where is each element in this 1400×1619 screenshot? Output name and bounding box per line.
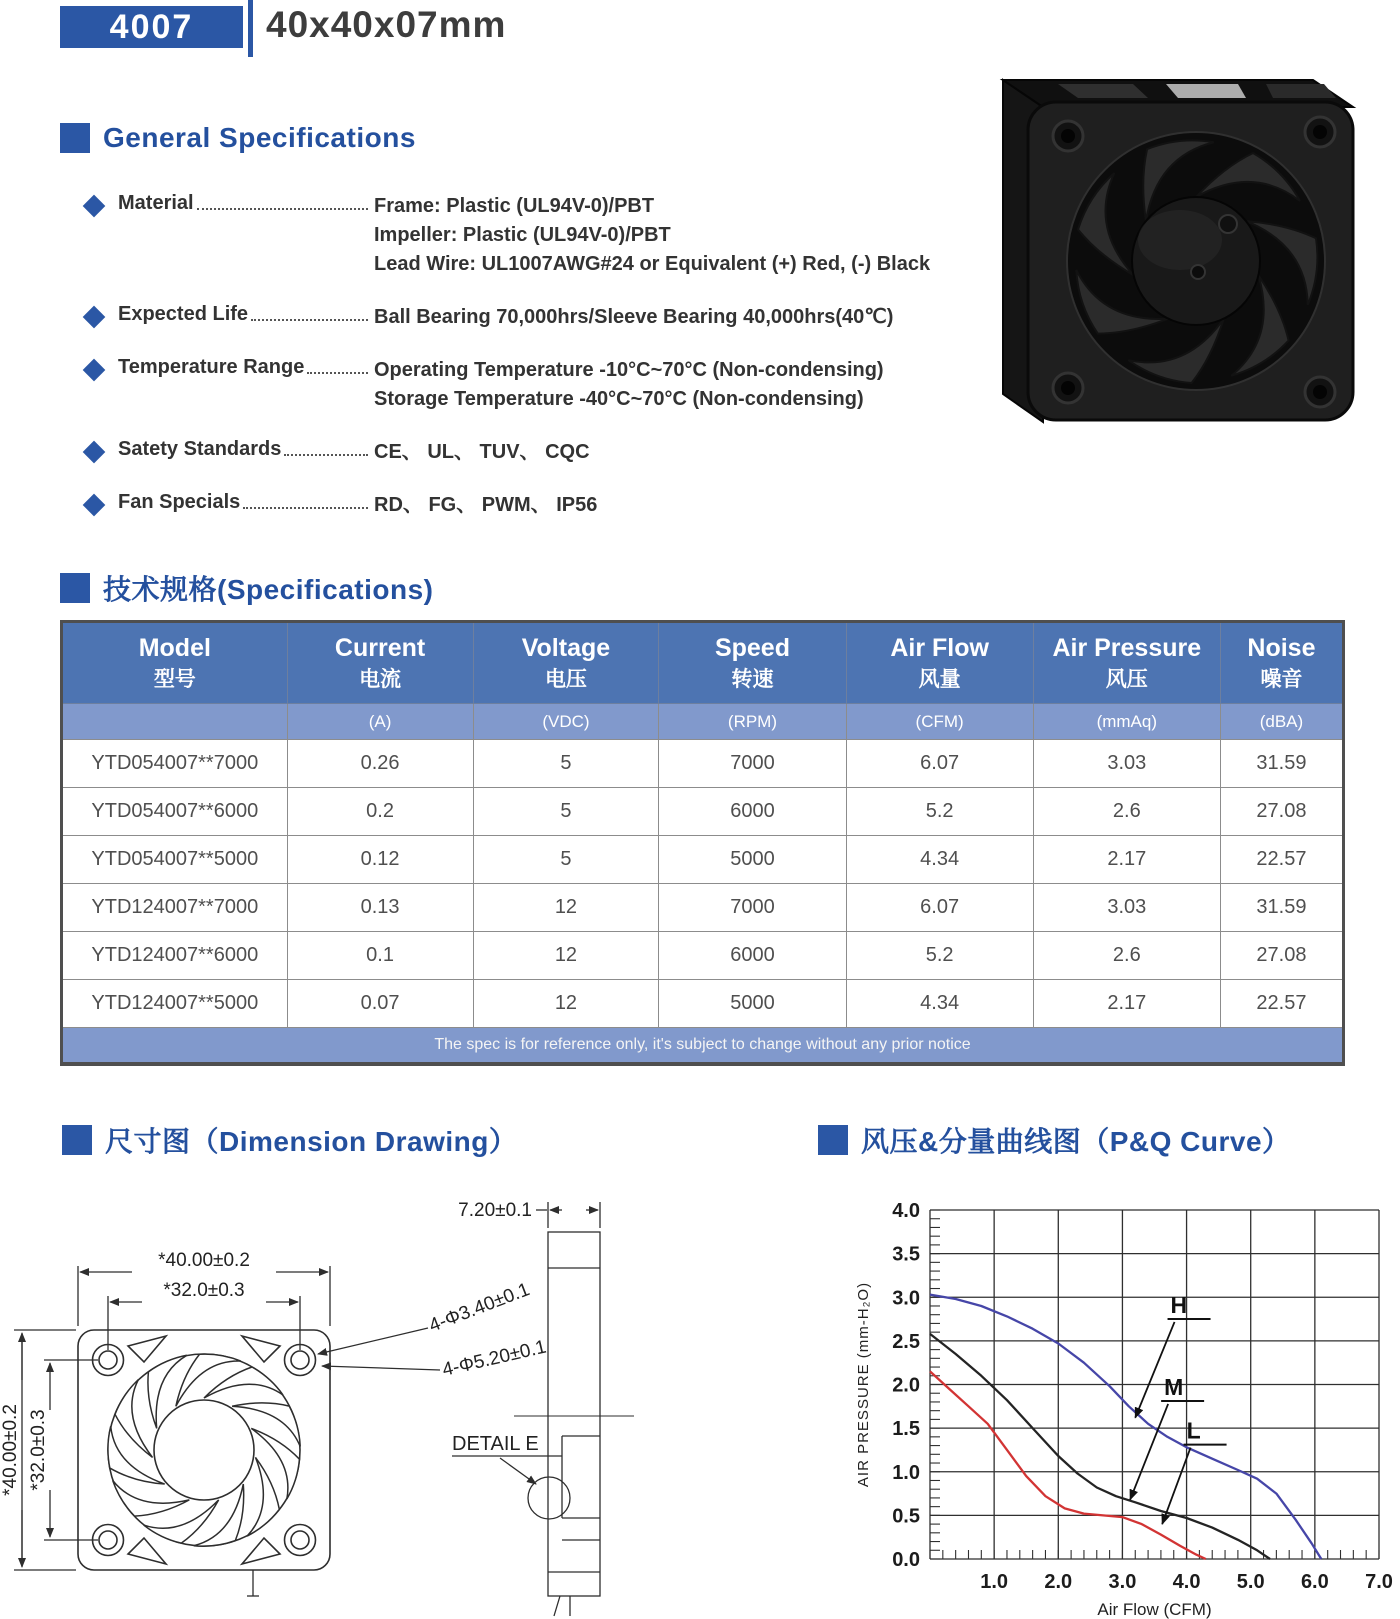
value-cell: 2.17 bbox=[1033, 980, 1220, 1028]
dotted-leader bbox=[251, 303, 368, 321]
svg-text:0.0: 0.0 bbox=[892, 1549, 920, 1571]
column-header-zh: 噪音 bbox=[1260, 668, 1303, 691]
dotted-leader bbox=[284, 438, 368, 456]
header-divider bbox=[248, 0, 253, 57]
column-header-en: Model bbox=[138, 634, 211, 662]
value-cell: 3.03 bbox=[1033, 884, 1220, 932]
svg-text:2.0: 2.0 bbox=[1044, 1571, 1073, 1593]
value-cell: 6000 bbox=[659, 788, 846, 836]
section-square-icon bbox=[62, 1125, 92, 1155]
dimension-title: 尺寸图（Dimension Drawing） bbox=[105, 1126, 518, 1157]
spec-item-value: Frame: Plastic (UL94V-0)/PBT bbox=[374, 195, 655, 217]
column-header-en: Noise bbox=[1247, 634, 1316, 662]
x-tick-labels bbox=[980, 1571, 1393, 1593]
curve-label-M: M bbox=[1164, 1373, 1184, 1400]
table-note-row bbox=[62, 1028, 1344, 1065]
unit-cell: (mmAq) bbox=[1033, 704, 1220, 740]
value-cell: 0.12 bbox=[287, 836, 473, 884]
spec-item bbox=[86, 356, 946, 414]
spec-table-title: 技术规格(Specifications) bbox=[103, 574, 434, 605]
diamond-bullet-icon bbox=[83, 441, 106, 464]
value-cell: 27.08 bbox=[1220, 788, 1343, 836]
pq-curve-title: 风压&分量曲线图（P&Q Curve） bbox=[861, 1126, 1291, 1157]
value-cell: 0.2 bbox=[287, 788, 473, 836]
spec-table-heading bbox=[60, 568, 433, 608]
spec-item bbox=[86, 438, 946, 467]
units-row bbox=[62, 704, 1344, 740]
impeller-hub bbox=[154, 1400, 254, 1500]
unit-cell: (dBA) bbox=[1220, 704, 1343, 740]
column-header-zh: 风量 bbox=[918, 668, 961, 691]
value-cell: 27.08 bbox=[1220, 932, 1343, 980]
unit-cell: (A) bbox=[287, 704, 473, 740]
svg-text:4.0: 4.0 bbox=[1172, 1571, 1201, 1593]
value-cell: 31.59 bbox=[1220, 884, 1343, 932]
svg-text:2.5: 2.5 bbox=[892, 1330, 920, 1353]
table-row bbox=[62, 932, 1344, 980]
value-cell: 6000 bbox=[659, 932, 846, 980]
spec-item-label: Temperature Range bbox=[118, 356, 305, 378]
diamond-bullet-icon bbox=[83, 494, 106, 517]
value-cell: 6.07 bbox=[846, 884, 1033, 932]
model-cell: YTD054007**6000 bbox=[62, 788, 288, 836]
spec-item-value: RD、 FG、 PWM、 IP56 bbox=[374, 494, 598, 516]
spec-item-label: Material bbox=[118, 192, 194, 214]
model-cell: YTD124007**7000 bbox=[62, 884, 288, 932]
value-cell: 5.2 bbox=[846, 932, 1033, 980]
curve-label-L: L bbox=[1186, 1417, 1201, 1444]
svg-text:3.5: 3.5 bbox=[892, 1243, 920, 1266]
dim-height-pitch-label: *32.0±0.3 bbox=[28, 1409, 49, 1491]
table-row bbox=[62, 980, 1344, 1028]
svg-text:3.0: 3.0 bbox=[892, 1287, 920, 1310]
table-note: The spec is for reference only, it's subject to change without any prior notice bbox=[62, 1028, 1344, 1065]
svg-text:0.5: 0.5 bbox=[892, 1505, 920, 1528]
table-row bbox=[62, 788, 1344, 836]
unit-cell bbox=[62, 704, 288, 740]
column-header bbox=[287, 622, 473, 704]
x-axis-label: Air Flow (CFM) bbox=[1097, 1600, 1212, 1619]
value-cell: 22.57 bbox=[1220, 980, 1343, 1028]
column-header-zh: 电流 bbox=[359, 668, 402, 691]
column-header bbox=[1220, 622, 1343, 704]
value-cell: 2.6 bbox=[1033, 788, 1220, 836]
model-cell: YTD054007**7000 bbox=[62, 740, 288, 788]
value-cell: 5000 bbox=[659, 836, 846, 884]
pq-curve-chart bbox=[852, 1192, 1397, 1619]
svg-text:1.0: 1.0 bbox=[980, 1571, 1009, 1593]
dimension-heading bbox=[62, 1120, 517, 1160]
value-cell: 12 bbox=[473, 932, 659, 980]
pq-curve-heading bbox=[818, 1120, 1291, 1160]
page-title: 40x40x07mm bbox=[266, 4, 507, 45]
column-header bbox=[473, 622, 659, 704]
spec-item-value: Impeller: Plastic (UL94V-0)/PBT bbox=[374, 224, 671, 246]
dim-hole-small-label: 4-Φ3.40±0.1 bbox=[426, 1279, 533, 1337]
dimension-drawing bbox=[0, 1180, 790, 1619]
svg-text:2.0: 2.0 bbox=[892, 1374, 920, 1397]
spec-item bbox=[86, 192, 946, 279]
dim-hole-big-label: 4-Φ5.20±0.1 bbox=[440, 1336, 549, 1381]
column-header-en: Speed bbox=[714, 634, 790, 662]
general-specs-title: General Specifications bbox=[103, 122, 416, 153]
column-header bbox=[846, 622, 1033, 704]
general-specs-list bbox=[86, 192, 946, 544]
svg-text:1.5: 1.5 bbox=[892, 1418, 920, 1441]
column-header-zh: 转速 bbox=[731, 668, 774, 691]
spec-item-value: Lead Wire: UL1007AWG#24 or Equivalent (+) Red, (-) Black bbox=[374, 253, 931, 275]
value-cell: 12 bbox=[473, 884, 659, 932]
svg-text:4.0: 4.0 bbox=[892, 1200, 920, 1222]
column-header bbox=[659, 622, 846, 704]
spec-item-value: Ball Bearing 70,000hrs/Sleeve Bearing 40,000hrs(40℃) bbox=[374, 306, 894, 328]
column-header-zh: 电压 bbox=[544, 668, 587, 691]
column-header-en: Current bbox=[334, 634, 426, 662]
column-header bbox=[1033, 622, 1220, 704]
detail-e-label: DETAIL E bbox=[452, 1433, 539, 1455]
dotted-leader bbox=[307, 356, 368, 374]
model-badge: 4007 bbox=[60, 6, 243, 48]
svg-text:3.0: 3.0 bbox=[1108, 1571, 1137, 1593]
table-row bbox=[62, 884, 1344, 932]
value-cell: 0.13 bbox=[287, 884, 473, 932]
value-cell: 2.6 bbox=[1033, 932, 1220, 980]
value-cell: 4.34 bbox=[846, 836, 1033, 884]
fan-product-photo bbox=[928, 72, 1365, 472]
spec-item-value: Operating Temperature -10°C~70°C (Non-condensing) bbox=[374, 359, 884, 381]
dim-hole-pitch-label: *32.0±0.3 bbox=[163, 1280, 245, 1301]
value-cell: 5 bbox=[473, 788, 659, 836]
section-square-icon bbox=[818, 1125, 848, 1155]
value-cell: 12 bbox=[473, 980, 659, 1028]
value-cell: 0.26 bbox=[287, 740, 473, 788]
column-header-zh: 型号 bbox=[153, 668, 196, 691]
spec-item-label: Fan Specials bbox=[118, 491, 241, 513]
unit-cell: (CFM) bbox=[846, 704, 1033, 740]
dim-thickness-label: 7.20±0.1 bbox=[458, 1200, 532, 1221]
value-cell: 7000 bbox=[659, 884, 846, 932]
spec-item bbox=[86, 303, 946, 332]
y-tick-labels bbox=[892, 1200, 920, 1571]
column-header-zh: 风压 bbox=[1105, 668, 1148, 691]
unit-cell: (RPM) bbox=[659, 704, 846, 740]
dim-height-label: *40.00±0.2 bbox=[0, 1404, 21, 1496]
curve-label-H: H bbox=[1170, 1291, 1188, 1318]
svg-text:6.0: 6.0 bbox=[1300, 1571, 1329, 1593]
curve-M bbox=[930, 1334, 1270, 1559]
value-cell: 5 bbox=[473, 836, 659, 884]
model-cell: YTD124007**5000 bbox=[62, 980, 288, 1028]
table-row bbox=[62, 740, 1344, 788]
value-cell: 22.57 bbox=[1220, 836, 1343, 884]
column-header-en: Air Pressure bbox=[1052, 634, 1202, 662]
table-row bbox=[62, 836, 1344, 884]
value-cell: 31.59 bbox=[1220, 740, 1343, 788]
section-square-icon bbox=[60, 123, 90, 153]
spec-item-value: Storage Temperature -40°C~70°C (Non-condensing) bbox=[374, 388, 864, 410]
section-square-icon bbox=[60, 573, 90, 603]
column-header bbox=[62, 622, 288, 704]
spec-item bbox=[86, 491, 946, 520]
dotted-leader bbox=[243, 491, 368, 509]
column-header-en: Air Flow bbox=[890, 634, 989, 662]
svg-text:1.0: 1.0 bbox=[892, 1461, 920, 1484]
column-header-en: Voltage bbox=[521, 634, 611, 662]
spec-table bbox=[60, 620, 1345, 1066]
value-cell: 5 bbox=[473, 740, 659, 788]
dim-width-label: *40.00±0.2 bbox=[158, 1250, 250, 1271]
model-cell: YTD054007**5000 bbox=[62, 836, 288, 884]
unit-cell: (VDC) bbox=[473, 704, 659, 740]
y-axis-label: AIR PRESSURE (mm-H₂O) bbox=[855, 1281, 872, 1488]
diamond-bullet-icon bbox=[83, 306, 106, 329]
value-cell: 0.07 bbox=[287, 980, 473, 1028]
spec-item-value: CE、 UL、 TUV、 CQC bbox=[374, 441, 590, 463]
model-cell: YTD124007**6000 bbox=[62, 932, 288, 980]
value-cell: 3.03 bbox=[1033, 740, 1220, 788]
spec-item-label: Expected Life bbox=[118, 303, 249, 325]
general-specs-heading bbox=[60, 122, 416, 154]
value-cell: 5.2 bbox=[846, 788, 1033, 836]
spec-item-label: Satety Standards bbox=[118, 438, 282, 460]
value-cell: 4.34 bbox=[846, 980, 1033, 1028]
value-cell: 6.07 bbox=[846, 740, 1033, 788]
dotted-leader bbox=[197, 192, 368, 210]
value-cell: 2.17 bbox=[1033, 836, 1220, 884]
svg-text:5.0: 5.0 bbox=[1236, 1571, 1265, 1593]
diamond-bullet-icon bbox=[83, 195, 106, 218]
value-cell: 0.1 bbox=[287, 932, 473, 980]
chart-grid bbox=[930, 1210, 1379, 1559]
diamond-bullet-icon bbox=[83, 359, 106, 382]
svg-text:7.0: 7.0 bbox=[1365, 1571, 1393, 1593]
value-cell: 5000 bbox=[659, 980, 846, 1028]
value-cell: 7000 bbox=[659, 740, 846, 788]
